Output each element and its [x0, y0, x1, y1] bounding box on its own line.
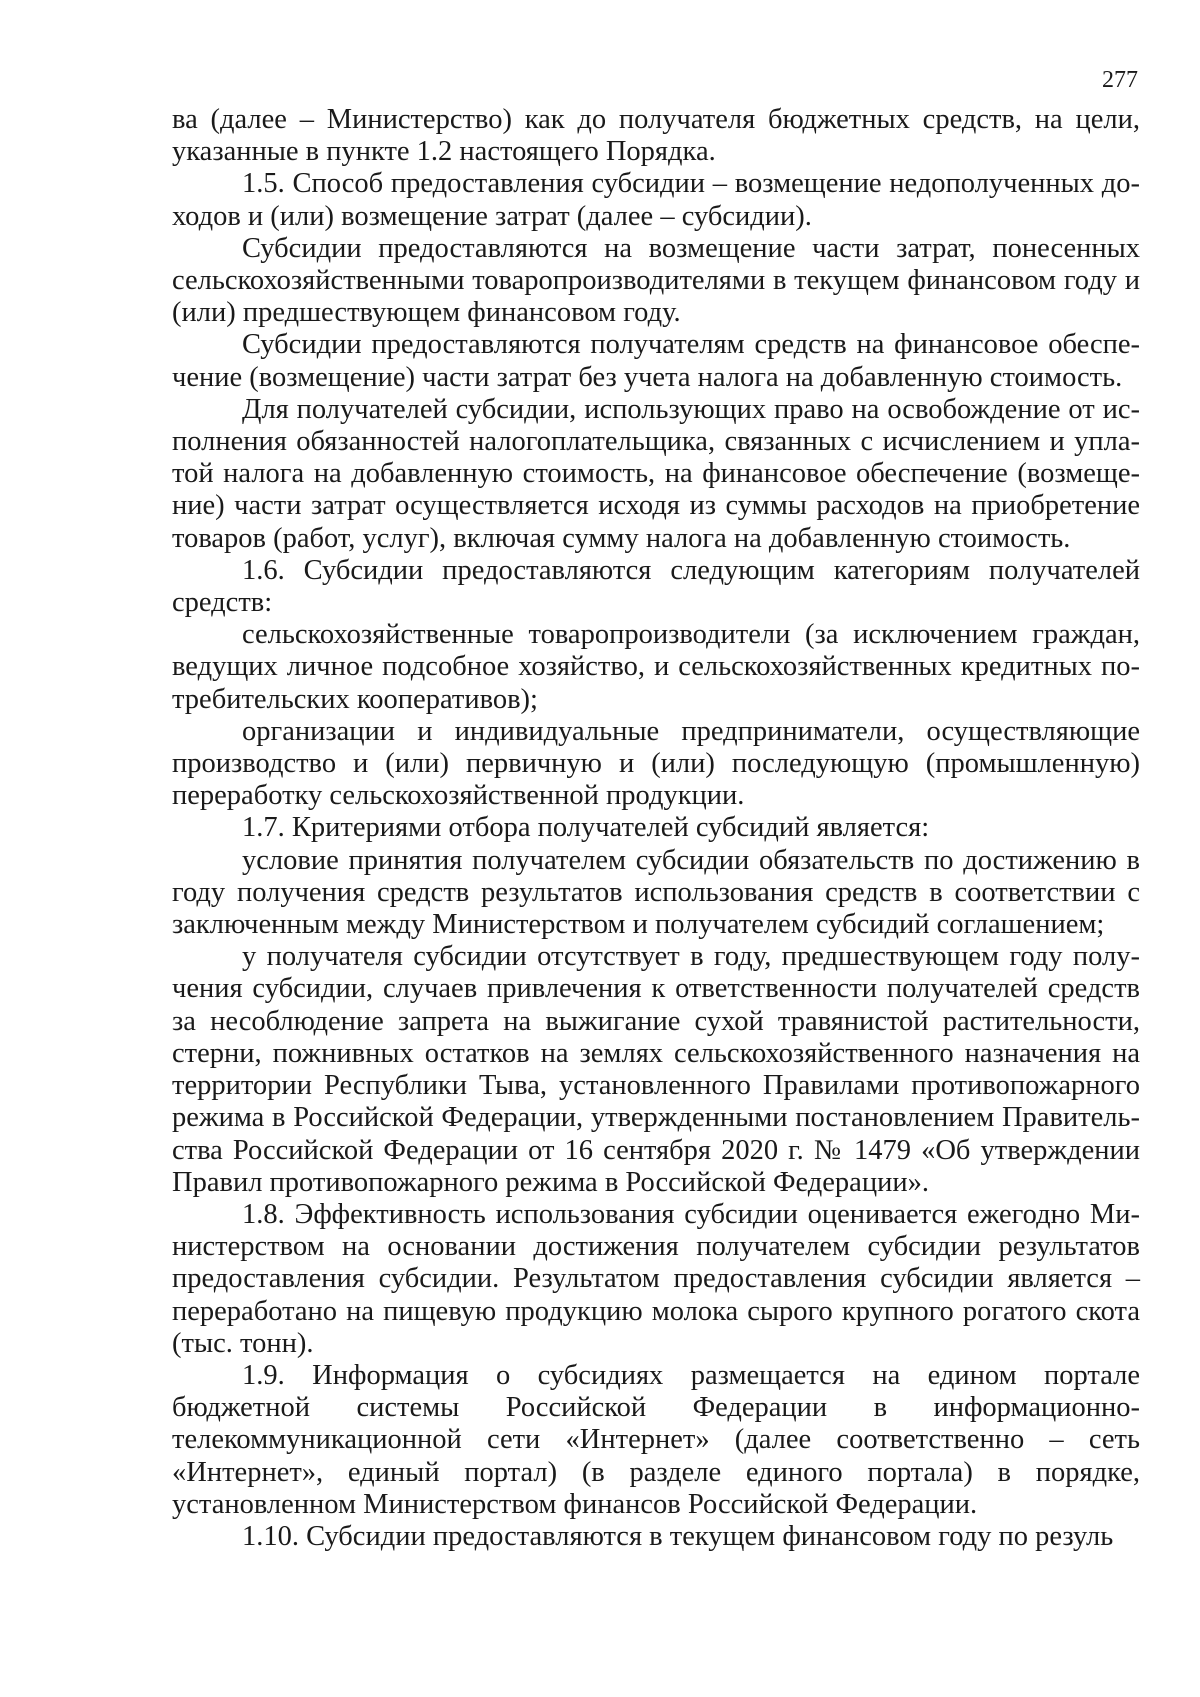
paragraph-1-10: 1.10. Субсидии предоставляются в текущем финансовом году по резуль — [242, 1520, 1114, 1552]
document-body — [172, 104, 1140, 1553]
paragraph-category-producers: сельскохозяйственные товаропроизводители (за исключением граждан, ведущих личное подсобное хозяйство, и сельскохозяйственных кредитных потребительских кооперативов); — [172, 619, 1140, 715]
paragraph-category-processors: организации и индивидуальные предприниматели, осуществляющие производство и (или) первичную и (или) последующую (промышленную) переработку сельскохозяйственной продукции. — [172, 715, 1140, 812]
paragraph-subsidy-purpose: Субсидии предоставляются на возмещение части затрат, понесенных сельскохозяйственными товаропроизводителями в текущем финансовом году и (или) предшествующем финансовом году. — [172, 232, 1140, 329]
paragraph-1-8: 1.8. Эффективность использования субсидии оценивается ежегодно Министерством на основании достижения получателем субсидии результатов предоставления субсидии. Результатом предоставления субсидии является – переработано на пищевую продукцию молока сырого крупного рогатого скота (тыс. тонн). — [172, 1198, 1140, 1359]
paragraph-1-7: 1.7. Критериями отбора получателей субсидий является: — [242, 812, 930, 844]
paragraph-vat-exempt: Для получателей субсидии, использующих право на освобождение от исполнения обязанностей налогоплательщика, связанных с исчислением и уплатой налога на добавленную стоимость, на финансовое обеспечение (возмещение) части затрат осуществляется исходя из суммы расходов на приобретение товаров (работ, услуг), включая сумму налога на добавленную стоимость. — [172, 393, 1140, 554]
paragraph-criterion-fire-safety: у получателя субсидии отсутствует в году, предшествующем году получения субсидии, случаев привлечения к ответственности получателей средств за несоблюдение запрета на выжигание сухой травянистой растительности, стерни, пожнивных остатков на землях сельскохозяйственного назначения на территории Республики Тыва, установленного Правилами противопожарного режима в Российской Федерации, утвержденными постановлением Правительства Российской Федерации от 16 сентября 2020 г. № 1479 «Об утверждении Правил противопожарного режима в Российской Федерации». — [172, 941, 1140, 1198]
page-number: 277 — [1102, 67, 1138, 93]
paragraph-1-6: 1.6. Субсидии предоставляются следующим категориям получателей средств: — [172, 554, 1140, 619]
paragraph-continuation: ва (далее – Министерство) как до получателя бюджетных средств, на цели, указанные в пункте 1.2 настоящего Порядка. — [172, 104, 1140, 168]
paragraph-1-5: 1.5. Способ предоставления субсидии – возмещение недополученных доходов и (или) возмещение затрат (далее – субсидии). — [172, 168, 1140, 232]
paragraph-subsidy-vat: Субсидии предоставляются получателям средств на финансовое обеспечение (возмещение) части затрат без учета налога на добавленную стоимость. — [172, 329, 1140, 393]
paragraph-1-9: 1.9. Информация о субсидиях размещается на едином портале бюджетной системы Российской Федерации в информационно-телекоммуникационной сети «Интернет» (далее соответственно – сеть «Интернет», единый портал) (в разделе единого портала) в порядке, установленном Министерством финансов Российской Федерации. — [172, 1359, 1140, 1520]
paragraph-criterion-obligations: условие принятия получателем субсидии обязательств по достижению в году получения средств результатов использования средств в соответствии с заключенным между Министерством и получателем субсидий соглашением; — [172, 844, 1140, 941]
